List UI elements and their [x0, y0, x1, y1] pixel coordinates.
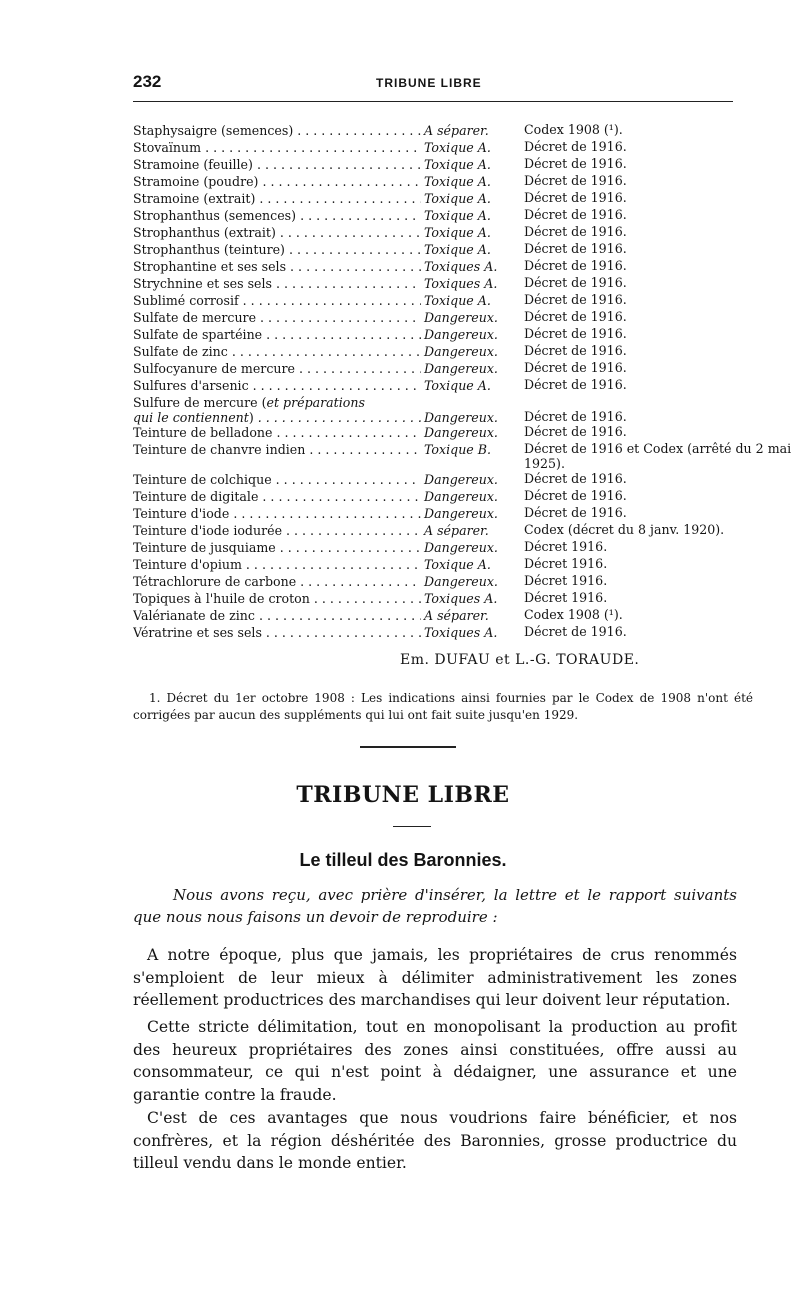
substance-reference: Décret 1916.	[524, 590, 608, 605]
table-row	[133, 522, 773, 539]
substance-class: Toxiques A.	[424, 591, 498, 606]
substance-name: Stramoine (poudre) . . .	[133, 173, 421, 190]
substance-class: Toxique A.	[424, 191, 491, 206]
table-row	[133, 292, 773, 309]
substance-reference: Décret de 1916.	[524, 241, 627, 256]
substance-name: Teinture d'iode . . .	[133, 505, 421, 522]
substance-reference: Décret 1916.	[524, 539, 608, 554]
substance-name: Sublimé corrosif . . .	[133, 292, 421, 309]
substance-reference: Décret de 1916.	[524, 275, 627, 290]
substance-class: Dangereux.	[424, 574, 498, 589]
body-paragraph: C'est de ces avantages que nous voudrions faire bénéficier, et nos confrères, et la région déshéritée des Baronnies, grosse productrice du tilleul vendu dans le monde entier.	[133, 1109, 737, 1172]
table-row	[133, 539, 773, 556]
page-number: 232	[133, 72, 162, 91]
substance-reference: Codex 1908 (¹).	[524, 122, 623, 137]
substance-name: Teinture de digitale . . .	[133, 488, 421, 505]
substance-table	[133, 122, 792, 641]
substance-class: Toxique A.	[424, 174, 491, 189]
substance-reference: Décret de 1916 et Codex (arrêté du 2 mai 1925).	[524, 441, 792, 471]
table-row	[133, 377, 773, 394]
substance-reference: Décret de 1916.	[524, 488, 627, 503]
table-row	[133, 424, 773, 441]
substance-reference: Décret de 1916.	[524, 471, 627, 486]
substance-reference: Décret de 1916.	[524, 224, 627, 239]
substance-name: Sulfate de spartéine . . .	[133, 326, 421, 343]
substance-reference: Décret de 1916.	[524, 190, 627, 205]
table-row	[133, 258, 773, 275]
substance-class: Toxiques A.	[424, 625, 498, 640]
substance-reference: Décret de 1916.	[524, 207, 627, 222]
substance-name: Teinture de chanvre indien . . .	[133, 441, 421, 458]
substance-reference: Décret de 1916.	[524, 343, 627, 358]
substance-class: Toxique A.	[424, 140, 491, 155]
substance-name: Teinture d'iode iodurée . . .	[133, 522, 421, 539]
substance-name: Strophantine et ses sels . . .	[133, 258, 421, 275]
substance-reference: Décret de 1916.	[524, 409, 627, 424]
table-row	[133, 122, 773, 139]
table-row	[133, 624, 773, 641]
substance-name: Sulfate de zinc . . .	[133, 343, 421, 360]
table-row	[133, 207, 773, 224]
table-row	[133, 173, 773, 190]
substance-class: Toxique A.	[424, 225, 491, 240]
substance-class: Dangereux.	[424, 489, 498, 504]
page-header	[133, 72, 733, 96]
table-row	[133, 590, 773, 607]
table-row	[133, 505, 773, 522]
substance-name-continued: qui le contiennent) . . .	[133, 409, 421, 426]
substance-name: Vératrine et ses sels . . .	[133, 624, 421, 641]
substance-name: Strychnine et ses sels . . .	[133, 275, 421, 292]
substance-reference: Décret de 1916.	[524, 173, 627, 188]
substance-class: Toxiques A.	[424, 259, 498, 274]
substance-name: Sulfure de mercure (et préparations	[133, 395, 365, 410]
header-rule	[133, 101, 733, 102]
substance-reference: Décret 1916.	[524, 573, 608, 588]
table-row	[133, 190, 773, 207]
substance-class: Toxique A.	[424, 208, 491, 223]
table-row	[133, 343, 773, 360]
substance-class: Dangereux.	[424, 361, 498, 376]
substance-name: Valérianate de zinc . . .	[133, 607, 421, 624]
table-row	[133, 241, 773, 258]
substance-class: Dangereux.	[424, 327, 498, 342]
table-row	[133, 488, 773, 505]
substance-name: Tétrachlorure de carbone . . .	[133, 573, 421, 590]
substance-reference: Décret de 1916.	[524, 309, 627, 324]
table-row	[133, 394, 773, 424]
table-row	[133, 607, 773, 624]
section-separator	[360, 746, 456, 748]
substance-class: Dangereux.	[424, 472, 498, 487]
body-paragraph: A notre époque, plus que jamais, les propriétaires de crus renommés s'emploient de leur mieux à délimiter administrativement les zones réellement productrices des marchandises qui leur doivent leur réputation.	[133, 946, 737, 1009]
substance-reference: Décret de 1916.	[524, 139, 627, 154]
footnote: 1. Décret du 1er octobre 1908 : Les indications ainsi fournies par le Codex de 1908 n'ont été corrigées par aucun des suppléments qui lui ont fait suite jusqu'en 1929.	[133, 691, 753, 722]
substance-class: Toxique A.	[424, 557, 491, 572]
substance-class: Dangereux.	[424, 506, 498, 521]
table-row	[133, 471, 773, 488]
table-row	[133, 275, 773, 292]
substance-name: Teinture de jusquiame . . .	[133, 539, 421, 556]
authors-signature: Em. DUFAU et L.-G. TORAUDE.	[400, 652, 640, 668]
substance-class: A séparer.	[424, 123, 489, 138]
substance-name: Staphysaigre (semences) . . .	[133, 122, 421, 139]
substance-reference: Décret de 1916.	[524, 505, 627, 520]
table-row	[133, 573, 773, 590]
substance-class: Toxique A.	[424, 157, 491, 172]
table-row	[133, 556, 773, 573]
substance-reference: Décret 1916.	[524, 556, 608, 571]
table-row	[133, 224, 773, 241]
substance-name: Stovaïnum . . .	[133, 139, 421, 156]
substance-reference: Décret de 1916.	[524, 624, 627, 639]
substance-class: Toxique A.	[424, 293, 491, 308]
substance-class: Toxique A.	[424, 242, 491, 257]
substance-reference: Décret de 1916.	[524, 156, 627, 171]
substance-name: Sulfate de mercure . . .	[133, 309, 421, 326]
substance-name: Sulfocyanure de mercure . . .	[133, 360, 421, 377]
substance-name: Teinture d'opium . . .	[133, 556, 421, 573]
substance-name: Stramoine (extrait) . . .	[133, 190, 421, 207]
substance-reference: Décret de 1916.	[524, 360, 627, 375]
substance-class: Dangereux.	[424, 310, 498, 325]
substance-class: Dangereux.	[424, 540, 498, 555]
substance-class: Dangereux.	[424, 425, 498, 440]
substance-reference: Décret de 1916.	[524, 292, 627, 307]
substance-reference: Décret de 1916.	[524, 258, 627, 273]
section-title: TRIBUNE LIBRE	[296, 782, 510, 808]
substance-name: Sulfures d'arsenic . . .	[133, 377, 421, 394]
article-title: Le tilleul des Baronnies.	[299, 850, 507, 870]
substance-reference: Décret de 1916.	[524, 377, 627, 392]
running-head: TRIBUNE LIBRE	[376, 76, 482, 90]
substance-name: Teinture de belladone . . .	[133, 424, 421, 441]
substance-reference: Décret de 1916.	[524, 424, 627, 439]
substance-reference: Décret de 1916.	[524, 326, 627, 341]
table-row	[133, 441, 792, 471]
table-row	[133, 360, 773, 377]
substance-class: Toxique A.	[424, 378, 491, 393]
substance-class: Dangereux.	[424, 410, 498, 425]
substance-class: A séparer.	[424, 608, 489, 623]
body-paragraph: Cette stricte délimitation, tout en monopolisant la production au profit des heureux propriétaires des zones ainsi constituées, offre aussi au consommateur, ce qui n'est point à dédaigner, une assurance et une garantie contre la fraude.	[133, 1018, 737, 1104]
substance-class: A séparer.	[424, 523, 489, 538]
table-row	[133, 156, 773, 173]
intro-paragraph: Nous avons reçu, avec prière d'insérer, la lettre et le rapport suivants que nous nous faisons un devoir de reproduire :	[133, 886, 737, 926]
table-row	[133, 139, 773, 156]
substance-class: Toxiques A.	[424, 276, 498, 291]
substance-name: Strophanthus (semences) . . .	[133, 207, 421, 224]
table-row	[133, 309, 773, 326]
title-underline	[393, 826, 431, 827]
substance-class: Dangereux.	[424, 344, 498, 359]
substance-name: Teinture de colchique . . .	[133, 471, 421, 488]
substance-name: Topiques à l'huile de croton . . .	[133, 590, 421, 607]
substance-class: Toxique B.	[424, 442, 492, 457]
table-row	[133, 326, 773, 343]
substance-reference: Codex 1908 (¹).	[524, 607, 623, 622]
substance-name: Stramoine (feuille) . . .	[133, 156, 421, 173]
substance-name: Strophanthus (teinture) . . .	[133, 241, 421, 258]
substance-name: Strophanthus (extrait) . . .	[133, 224, 421, 241]
substance-reference: Codex (décret du 8 janv. 1920).	[524, 522, 725, 537]
